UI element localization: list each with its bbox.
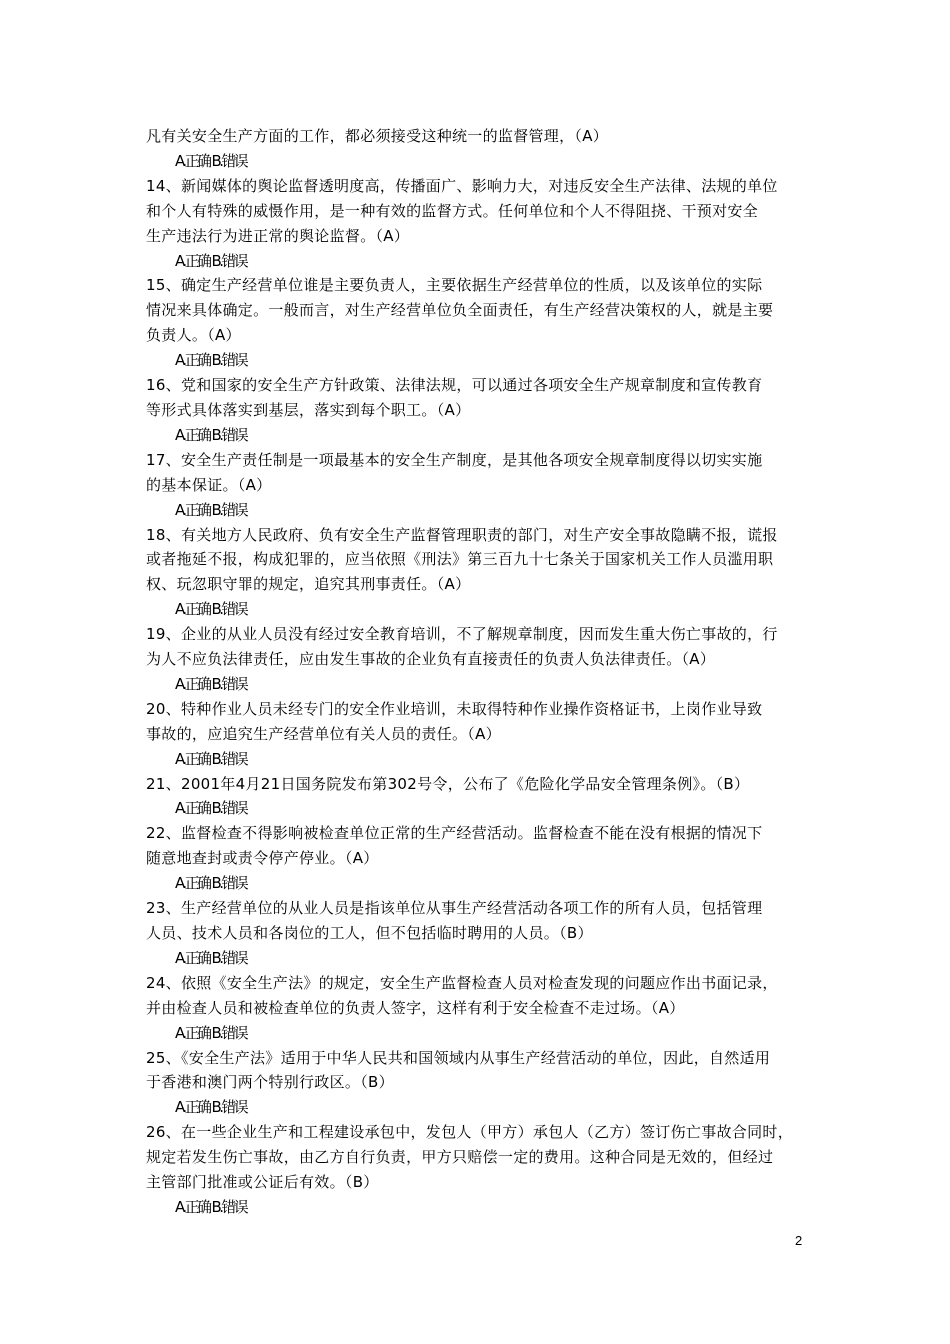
- question-text-line: 和个人有特殊的威慑作用，是一种有效的监督方式。任何单位和个人不得阻挠、干预对安全: [146, 201, 759, 220]
- answer-options: A.正确 B.错误: [175, 1098, 247, 1117]
- question-text-line: 并由检查人员和被检查单位的负责人签字，这样有利于安全检查不走过场。（A）: [146, 998, 685, 1017]
- answer-options: A.正确 B.错误: [175, 1197, 247, 1216]
- question-text-line: 19、企业的从业人员没有经过安全教育培训，不了解规章制度，因而发生重大伤亡事故的，行: [146, 625, 778, 644]
- question-text-line: 26、在一些企业生产和工程建设承包中，发包人（甲方）承包人（乙方）签订伤亡事故合同时，: [146, 1123, 793, 1142]
- question-text-line: 权、玩忽职守罪的规定，追究其刑事责任。（A）: [146, 575, 471, 594]
- answer-options: A.正确 B.错误: [175, 674, 247, 693]
- answer-options: A.正确 B.错误: [175, 425, 247, 444]
- question-text-line: 于香港和澳门两个特别行政区。（B）: [146, 1073, 394, 1092]
- question-text-line: 20、特种作业人员未经专门的安全作业培训，未取得特种作业操作资格证书，上岗作业导致: [146, 699, 763, 718]
- answer-options: A.正确 B.错误: [175, 600, 247, 619]
- question-text-line: 情况来具体确定。一般而言，对生产经营单位负全面责任，有生产经营决策权的人，就是主要: [146, 301, 774, 320]
- question-text-line: 或者拖延不报，构成犯罪的，应当依照《刑法》第三百九十七条关于国家机关工作人员滥用职: [146, 550, 774, 569]
- question-list: [146, 124, 810, 1220]
- question-text-line: 21、2001年4月21日国务院发布第302号令，公布了《危险化学品安全管理条例》。（B）: [146, 774, 750, 793]
- page-number: 2: [795, 1233, 803, 1248]
- question-text-line: 25、《安全生产法》适用于中华人民共和国领域内从事生产经营活动的单位，因此，自然适用: [146, 1048, 771, 1067]
- answer-options: A.正确 B.错误: [175, 500, 247, 519]
- question-text-line: 24、依照《安全生产法》的规定，安全生产监督检查人员对检查发现的问题应作出书面记录，: [146, 973, 778, 992]
- question-text-line: 17、安全生产责任制是一项最基本的安全生产制度，是其他各项安全规章制度得以切实实施: [146, 450, 763, 469]
- question-text-line: 22、监督检查不得影响被检查单位正常的生产经营活动。监督检查不能在没有根据的情况下: [146, 824, 763, 843]
- question-text-line: 事故的，应追究生产经营单位有关人员的责任。（A）: [146, 724, 501, 743]
- answer-options: A.正确 B.错误: [175, 948, 247, 967]
- question-text-line: 为人不应负法律责任，应由发生事故的企业负有直接责任的负责人负法律责任。（A）: [146, 650, 716, 669]
- question-text-line: 15、确定生产经营单位谁是主要负责人，主要依据生产经营单位的性质，以及该单位的实际: [146, 276, 763, 295]
- question-text-line: 等形式具体落实到基层，落实到每个职工。（A）: [146, 400, 471, 419]
- answer-options: A.正确 B.错误: [175, 749, 247, 768]
- question-text-line: 凡有关安全生产方面的工作，都必须接受这种统一的监督管理，（A）: [146, 127, 609, 145]
- answer-options: A.正确 B.错误: [175, 874, 247, 893]
- question-text-line: 16、党和国家的安全生产方针政策、法律法规，可以通过各项安全生产规章制度和宣传教育: [146, 376, 763, 395]
- question-text-line: 生产违法行为进正常的舆论监督。（A）: [146, 226, 410, 245]
- question-text-line: 主管部门批准或公证后有效。（B）: [146, 1173, 379, 1192]
- question-text-line: 的基本保证。（A）: [146, 475, 272, 494]
- question-text-line: 随意地查封或责令停产停业。（A）: [146, 849, 379, 868]
- question-text-line: 18、有关地方人民政府、负有安全生产监督管理职责的部门，对生产安全事故隐瞒不报，谎报: [146, 525, 778, 544]
- answer-options: A.正确 B.错误: [175, 251, 247, 270]
- question-text-line: 规定若发生伤亡事故，由乙方自行负责，甲方只赔偿一定的费用。这种合同是无效的，但经过: [146, 1148, 774, 1167]
- question-text-line: 人员、技术人员和各岗位的工人，但不包括临时聘用的人员。（B）: [146, 924, 593, 942]
- answer-options: A.正确 B.错误: [175, 799, 247, 818]
- question-text-line: 负责人。（A）: [146, 326, 241, 345]
- answer-options: A.正确 B.错误: [175, 351, 247, 370]
- answer-options: A.正确 B.错误: [175, 151, 247, 170]
- question-text-line: 23、生产经营单位的从业人员是指该单位从事生产经营活动各项工作的所有人员，包括管理: [146, 899, 763, 918]
- question-text-line: 14、新闻媒体的舆论监督透明度高，传播面广、影响力大，对违反安全生产法律、法规的单位: [146, 176, 778, 195]
- answer-options: A.正确 B.错误: [175, 1023, 247, 1042]
